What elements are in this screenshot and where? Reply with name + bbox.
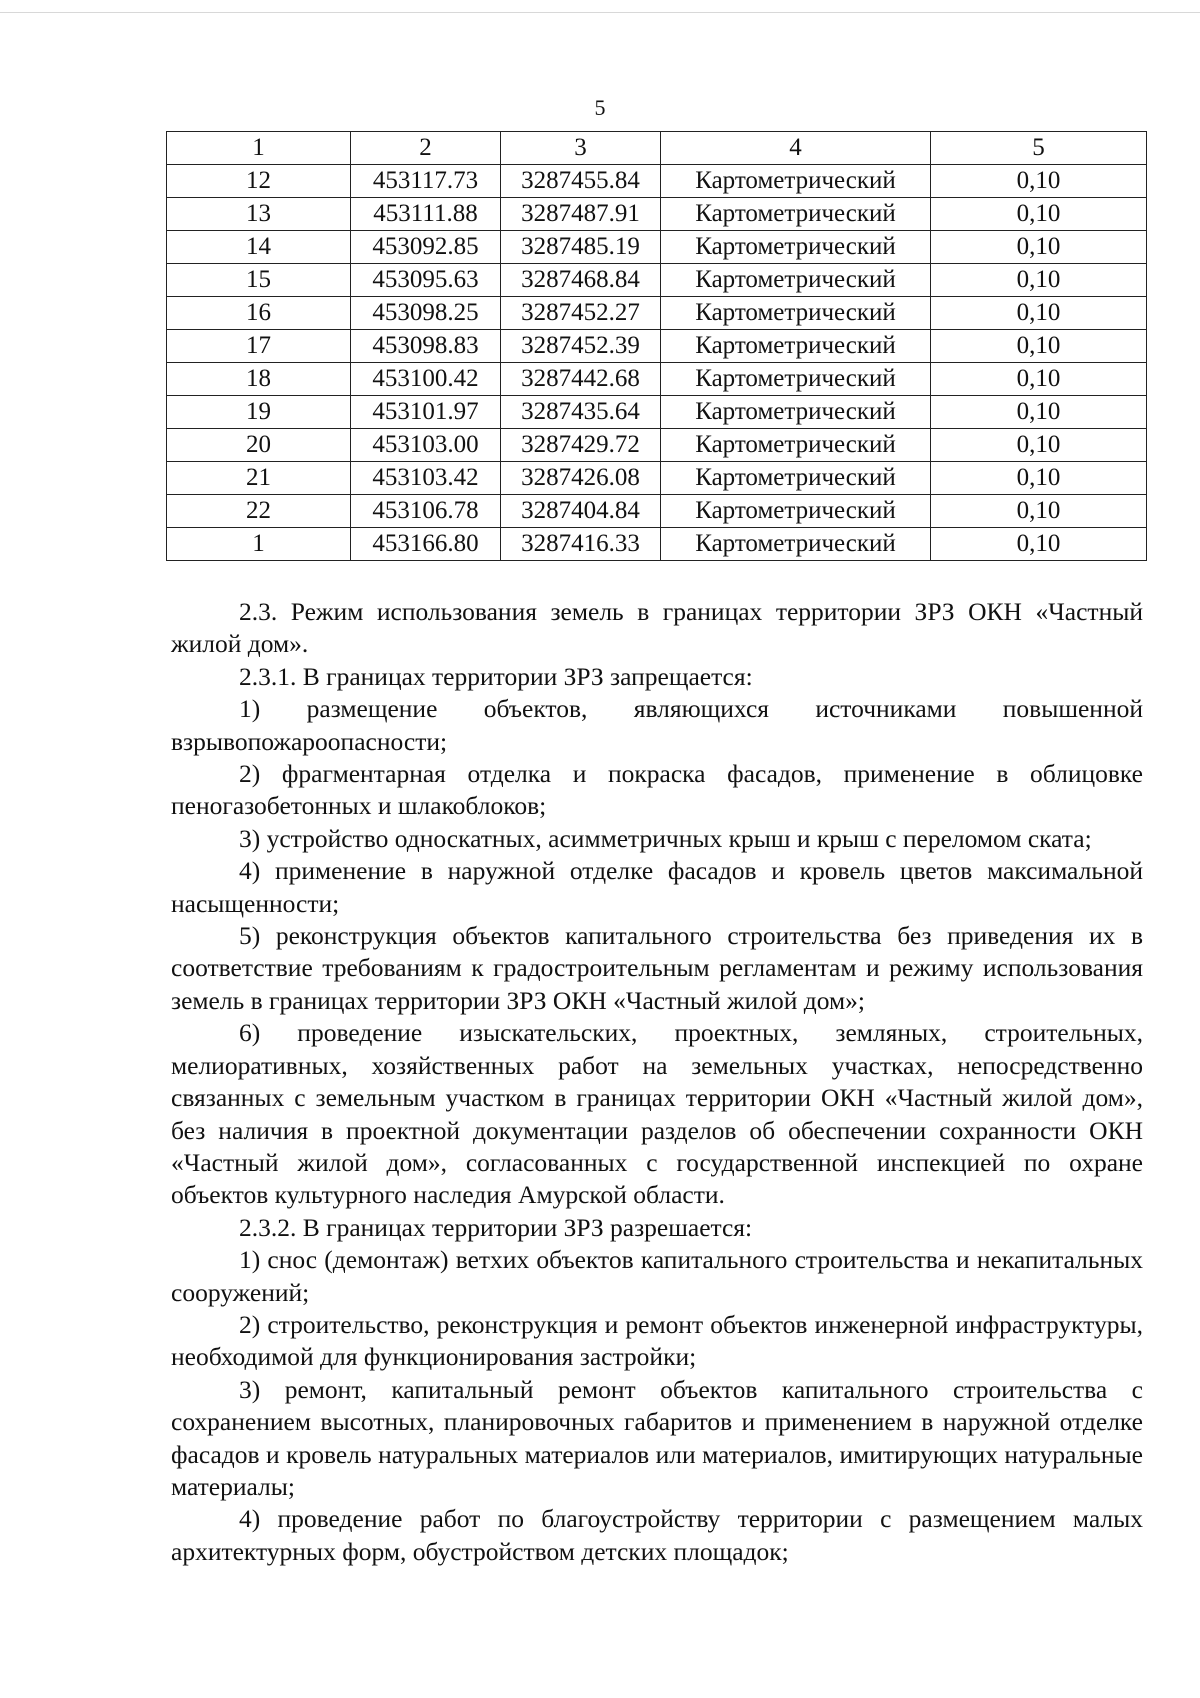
- table-cell: 12: [167, 165, 351, 198]
- paragraph: 5) реконструкция объектов капитального строительства без приведения их в соответствие требованиям к градостроительным регламентам и режиму использования земель в границах территории ЗРЗ ОКН «Частный жилой дом»;: [171, 921, 1143, 1015]
- table-cell: Картометрический: [661, 495, 931, 528]
- table-cell: Картометрический: [661, 396, 931, 429]
- table-cell: 15: [167, 264, 351, 297]
- table-cell: 0,10: [931, 462, 1147, 495]
- paragraph: 6) проведение изыскательских, проектных, земляных, строительных, мелиоративных, хозяйственных работ на земельных участках, непосредственно связанных с земельным участком в границах территории ОКН «Частный жилой дом», без наличия в проектной документации разделов об обеспечении сохранности ОКН «Частный жилой дом», согласованных с государственной инспекцией по охране объектов культурного наследия Амурской области.: [171, 1018, 1143, 1210]
- table-cell: Картометрический: [661, 330, 931, 363]
- header-cell: 5: [931, 132, 1147, 165]
- table-cell: 0,10: [931, 264, 1147, 297]
- table-cell: 0,10: [931, 297, 1147, 330]
- table-cell: Картометрический: [661, 297, 931, 330]
- header-cell: 3: [501, 132, 661, 165]
- paragraph: 1) размещение объектов, являющихся источниками повышенной взрывопожароопасности;: [171, 694, 1143, 756]
- page-number: 5: [594, 95, 606, 120]
- table-cell: 20: [167, 429, 351, 462]
- table-cell: 453101.97: [351, 396, 501, 429]
- coordinates-table: [166, 131, 1147, 561]
- table-header-row: [167, 132, 1147, 165]
- table-row: [167, 165, 1147, 198]
- table-cell: Картометрический: [661, 528, 931, 561]
- header-cell: 1: [167, 132, 351, 165]
- table-cell: 18: [167, 363, 351, 396]
- table-cell: 453098.83: [351, 330, 501, 363]
- table-cell: Картометрический: [661, 264, 931, 297]
- table-cell: 3287404.84: [501, 495, 661, 528]
- table-row: [167, 462, 1147, 495]
- paragraph: 3) ремонт, капитальный ремонт объектов капитального строительства с сохранением высотных, планировочных габаритов и применением в наружной отделке фасадов и кровель натуральных материалов или материалов, имитирующих натуральные материалы;: [171, 1374, 1143, 1501]
- table-row: [167, 330, 1147, 363]
- table-cell: 21: [167, 462, 351, 495]
- paragraph: 2.3.1. В границах территории ЗРЗ запрещается:: [239, 661, 753, 691]
- scan-edge-line: [0, 12, 1200, 13]
- table-cell: Картометрический: [661, 165, 931, 198]
- table-cell: Картометрический: [661, 429, 931, 462]
- paragraph: 2.3.2. В границах территории ЗРЗ разрешается:: [239, 1212, 753, 1242]
- table-row: [167, 396, 1147, 429]
- table-cell: Картометрический: [661, 198, 931, 231]
- paragraph: 3) устройство односкатных, асимметричных крыш и крыш с переломом ската;: [239, 823, 1092, 853]
- table-cell: 3287429.72: [501, 429, 661, 462]
- table-cell: 453103.00: [351, 429, 501, 462]
- table-cell: 3287452.39: [501, 330, 661, 363]
- paragraph: 2) строительство, реконструкция и ремонт объектов инженерной инфраструктуры, необходимой для функционирования застройки;: [171, 1309, 1143, 1372]
- table-cell: 3287468.84: [501, 264, 661, 297]
- table-cell: 3287435.64: [501, 396, 661, 429]
- table-cell: 14: [167, 231, 351, 264]
- table-cell: 17: [167, 330, 351, 363]
- table-cell: 3287487.91: [501, 198, 661, 231]
- table-cell: 3287485.19: [501, 231, 661, 264]
- table-cell: 453092.85: [351, 231, 501, 264]
- paragraph: 4) проведение работ по благоустройству территории с размещением малых архитектурных форм, обустройством детских площадок;: [171, 1504, 1143, 1566]
- table-cell: 13: [167, 198, 351, 231]
- table-cell: 1: [167, 528, 351, 561]
- header-cell: 2: [351, 132, 501, 165]
- table-cell: 0,10: [931, 495, 1147, 528]
- table-cell: 3287426.08: [501, 462, 661, 495]
- table-row: [167, 198, 1147, 231]
- table-cell: 0,10: [931, 198, 1147, 231]
- table-row: [167, 495, 1147, 528]
- table-cell: 0,10: [931, 165, 1147, 198]
- table-cell: 3287442.68: [501, 363, 661, 396]
- paragraph: 4) применение в наружной отделке фасадов и кровель цветов максимальной насыщенности;: [171, 856, 1143, 918]
- table-cell: 453100.42: [351, 363, 501, 396]
- table-row: [167, 297, 1147, 330]
- table-cell: 19: [167, 396, 351, 429]
- table-cell: 0,10: [931, 231, 1147, 264]
- paragraph: 1) снос (демонтаж) ветхих объектов капитального строительства и некапитальных сооружений;: [171, 1245, 1143, 1307]
- table-row: [167, 264, 1147, 297]
- table-cell: 16: [167, 297, 351, 330]
- table-cell: 453166.80: [351, 528, 501, 561]
- table-cell: 3287455.84: [501, 165, 661, 198]
- table-row: [167, 429, 1147, 462]
- table-cell: 3287416.33: [501, 528, 661, 561]
- table-cell: 0,10: [931, 396, 1147, 429]
- table-cell: 0,10: [931, 363, 1147, 396]
- table-cell: Картометрический: [661, 462, 931, 495]
- table-cell: 3287452.27: [501, 297, 661, 330]
- table-cell: 453103.42: [351, 462, 501, 495]
- document-body: [171, 596, 1143, 1568]
- table-row: [167, 231, 1147, 264]
- table-row: [167, 363, 1147, 396]
- paragraph: 2) фрагментарная отделка и покраска фасадов, применение в облицовке пеногазобетонных и шлакоблоков;: [171, 759, 1143, 821]
- table-cell: 453106.78: [351, 495, 501, 528]
- table-cell: Картометрический: [661, 231, 931, 264]
- table-cell: Картометрический: [661, 363, 931, 396]
- table-body: [167, 165, 1147, 561]
- paragraph: 2.3. Режим использования земель в границах территории ЗРЗ ОКН «Частный жилой дом».: [171, 597, 1143, 659]
- table-cell: 453111.88: [351, 198, 501, 231]
- table-cell: 453098.25: [351, 297, 501, 330]
- table-cell: 0,10: [931, 330, 1147, 363]
- header-cell: 4: [661, 132, 931, 165]
- table-cell: 453095.63: [351, 264, 501, 297]
- table-cell: 0,10: [931, 528, 1147, 561]
- table-cell: 453117.73: [351, 165, 501, 198]
- table-cell: 22: [167, 495, 351, 528]
- table-row: [167, 528, 1147, 561]
- table-cell: 0,10: [931, 429, 1147, 462]
